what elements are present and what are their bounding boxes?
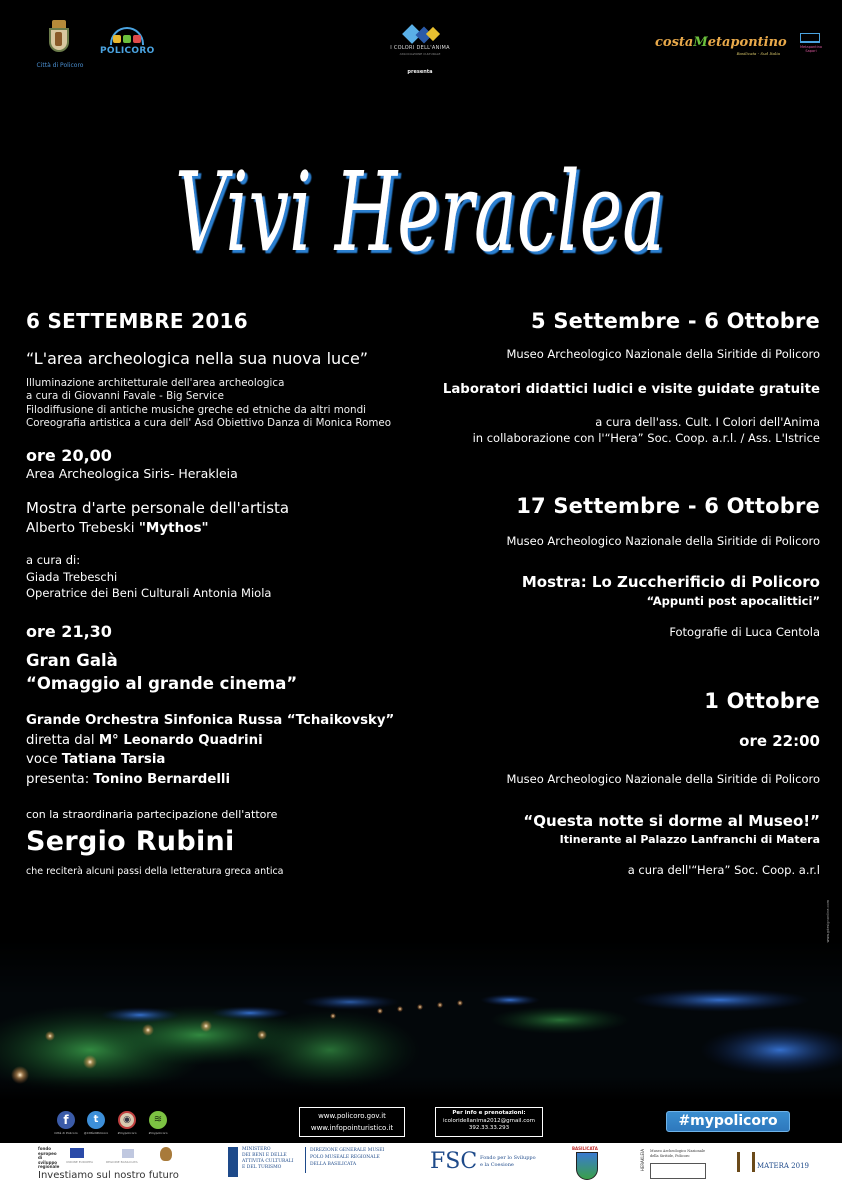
block3-venue: Museo Archeologico Nazionale della Siritide di Policoro — [506, 772, 820, 786]
city-label: Città di Policoro — [36, 62, 84, 69]
mibact-line: DEI BENI E DELLE — [242, 1153, 287, 1158]
colori-anima-logo — [385, 25, 455, 55]
block2-venue: Museo Archeologico Nazionale della Siritide di Policoro — [506, 534, 820, 548]
colori-logo-text: I COLORI DELL'ANIMA — [390, 45, 450, 51]
sponsor-bar — [0, 1143, 842, 1191]
archaeological-site-night-photo — [0, 940, 842, 1100]
herakleia-label: HERAKLEIA — [640, 1149, 645, 1172]
fsc-logo: FSC — [430, 1149, 478, 1174]
info-box — [435, 1107, 543, 1137]
conductor-prefix: diretta dal — [26, 732, 99, 748]
investiamo-tagline: Investiamo sul nostro futuro — [38, 1170, 179, 1181]
museo-text — [650, 1149, 705, 1159]
spotify-glyph: ≋ — [153, 1114, 163, 1125]
curated-label: a cura di: — [26, 553, 81, 567]
block3-credit: a cura dell'“Hera” Soc. Coop. a.r.l — [627, 863, 820, 877]
photo-credit: www.gdesignonline.com — [826, 900, 830, 943]
basilicata-label: BASILICATA — [572, 1146, 598, 1151]
facebook-icon[interactable] — [57, 1111, 75, 1129]
block1-credit-line: in collaborazione con l'“Hera” Soc. Coop. a.r.l. / Ass. L'Istrice — [472, 431, 820, 445]
voice-prefix: voce — [26, 752, 62, 767]
block1-title: Laboratori didattici ludici e visite guidate gratuite — [442, 382, 820, 397]
eu-flag-icon — [70, 1148, 84, 1158]
mibact-line: MINISTERO — [242, 1147, 271, 1152]
fsc-line: e la Coesione — [480, 1162, 514, 1168]
fesr-label: fondo europeo di sviluppo regionale — [38, 1146, 60, 1169]
instagram-glyph: ◉ — [123, 1115, 131, 1125]
instagram-icon[interactable] — [118, 1111, 136, 1129]
costa-logo-part2: M — [693, 35, 708, 50]
costa-logo-tagline: Basilicata - Sud Italia — [736, 51, 780, 56]
host-name: Tonino Bernardelli — [93, 771, 231, 787]
main-date: 6 SETTEMBRE 2016 — [26, 309, 248, 333]
curator-name: Giada Trebeschi — [26, 569, 118, 584]
matera-logo-icon — [737, 1152, 755, 1172]
museo-line: della Siritide, Policoro — [650, 1154, 690, 1158]
event1-title: “L'area archeologica nella sua nuova luce” — [26, 349, 369, 368]
costa-metapontino-logo — [655, 35, 787, 57]
italian-emblem-icon — [160, 1147, 172, 1161]
event-title-text: Vivi Heraclea — [175, 148, 665, 276]
basilicata-shield-icon — [576, 1152, 598, 1180]
guest-name: Sergio Rubini — [26, 826, 235, 857]
presenta-label: presenta — [407, 69, 433, 75]
block1-credit-line: a cura dell'ass. Cult. I Colori dell'Anima — [595, 415, 820, 429]
host-line — [26, 770, 394, 790]
event3-performers — [26, 711, 394, 789]
instagram-label: #mypolicoro — [117, 1131, 137, 1135]
curator-name: Operatrice dei Beni Culturali Antonia Miola — [26, 586, 272, 600]
costa-logo-part1: costa — [655, 35, 694, 50]
website-links-box — [299, 1107, 405, 1137]
costa-logo-part3: etapontino — [707, 35, 787, 50]
twitter-label: @CittàdiPolicoro — [83, 1131, 109, 1135]
mibact-direction — [310, 1147, 384, 1168]
colori-logo-sub: ASSOCIAZIONE CULTURALE — [399, 52, 441, 56]
block2-date: 17 Settembre - 6 Ottobre — [516, 494, 820, 518]
event3-time: ore 21,30 — [26, 622, 112, 641]
event3-title: Gran Galà — [26, 651, 118, 670]
metapontino-logo — [797, 33, 825, 57]
event2-curators — [26, 552, 271, 602]
facebook-glyph: f — [63, 1113, 69, 1127]
event2-title: Mostra d'arte personale dell'artista — [26, 499, 290, 517]
spotify-label: #mypolicoro — [148, 1131, 168, 1135]
mibact-dir-line: DIREZIONE GENERALE MUSEI — [310, 1148, 385, 1153]
event3-subtitle: “Omaggio al grande cinema” — [26, 674, 298, 693]
mibact-divider — [305, 1147, 306, 1173]
event2-artist-name: Alberto Trebeski — [26, 520, 139, 536]
hashtag-badge[interactable]: #mypolicoro — [666, 1111, 790, 1132]
guest-note: che reciterà alcuni passi della letteratura greca antica — [26, 866, 284, 877]
info-email[interactable]: icoloridellanima2012@gmail.com — [443, 1117, 535, 1124]
host-prefix: presenta: — [26, 771, 94, 787]
policoro-logo — [100, 27, 154, 61]
guest-intro: con la straordinaria partecipazione dell'attore — [26, 808, 278, 821]
fsc-text — [480, 1155, 536, 1169]
website-link[interactable]: www.infopointuristico.it — [310, 1124, 394, 1132]
metapontino-logo-text: Metapontino Sapori — [800, 45, 822, 53]
website-link[interactable]: www.policoro.gov.it — [318, 1112, 386, 1120]
event2-artist — [26, 520, 209, 536]
event1-details — [26, 377, 391, 431]
mibact-dir-line: DELLA BASILICATA — [310, 1162, 357, 1167]
event2-artwork: "Mythos" — [138, 520, 209, 536]
fsc-line: Fondo per lo Sviluppo — [480, 1155, 536, 1161]
block2-credit: Fotografie di Luca Centola — [669, 625, 820, 639]
conductor-line — [26, 731, 394, 751]
eu-label: UNIONE EUROPEA — [66, 1160, 94, 1164]
event1-place: Area Archeologica Siris- Herakleia — [26, 466, 238, 481]
spotify-icon[interactable] — [149, 1111, 167, 1129]
event1-line: Filodiffusione di antiche musiche greche ed etniche da altri mondi — [26, 403, 366, 416]
twitter-glyph: t — [93, 1114, 99, 1125]
block1-venue: Museo Archeologico Nazionale della Siritide di Policoro — [506, 347, 820, 361]
block3-date: 1 Ottobre — [704, 689, 820, 713]
voice-line — [26, 750, 394, 770]
regione-basilicata-icon — [122, 1149, 134, 1158]
mibact-dir-line: POLO MUSEALE REGIONALE — [310, 1155, 380, 1160]
conductor-name: M° Leonardo Quadrini — [98, 732, 263, 748]
twitter-icon[interactable] — [87, 1111, 105, 1129]
event1-line: a cura di Giovanni Favale - Big Service — [26, 390, 224, 403]
block3-time: ore 22:00 — [739, 732, 820, 750]
info-phone[interactable]: 392.33.33.293 — [468, 1125, 510, 1131]
mibact-logo-icon — [228, 1147, 238, 1177]
block1-date: 5 Settembre - 6 Ottobre — [531, 309, 820, 333]
event1-line: Illuminazione architetturale dell'area archeologica — [26, 377, 285, 389]
event1-line: Coreografia artistica a cura dell' Asd Obiettivo Danza di Monica Romeo — [26, 417, 392, 430]
block1-credits — [473, 414, 820, 446]
block3-title: “Questa notte si dorme al Museo!” — [523, 812, 820, 830]
block3-subtitle: Itinerante al Palazzo Lanfranchi di Matera — [559, 833, 820, 846]
block2-title: Mostra: Lo Zuccherificio di Policoro — [521, 573, 820, 591]
event-title — [160, 100, 680, 280]
block2-subtitle: “Appunti post apocalittici” — [646, 594, 820, 608]
info-label: Per info e prenotazioni: — [452, 1110, 526, 1116]
facebook-label: Città di Policoro — [54, 1131, 78, 1135]
orchestra-name: Grande Orchestra Sinfonica Russa “Tchaikovsky” — [26, 713, 395, 728]
policoro-logo-text: POLICORO — [100, 46, 155, 56]
mibact-line: ATTIVITÀ CULTURALI — [242, 1159, 294, 1164]
mibact-text — [242, 1147, 293, 1171]
citta-di-policoro-crest-icon — [47, 20, 71, 58]
mibact-line: E DEL TURISMO — [242, 1165, 282, 1170]
museo-line: Museo Archeologico Nazionale — [650, 1149, 706, 1153]
museum-building-icon — [650, 1163, 706, 1179]
regione-label: REGIONE BASILICATA — [106, 1160, 138, 1164]
event1-time: ore 20,00 — [26, 446, 112, 465]
voice-name: Tatiana Tarsia — [61, 752, 166, 767]
matera-label: MATERA 2019 — [757, 1162, 809, 1170]
